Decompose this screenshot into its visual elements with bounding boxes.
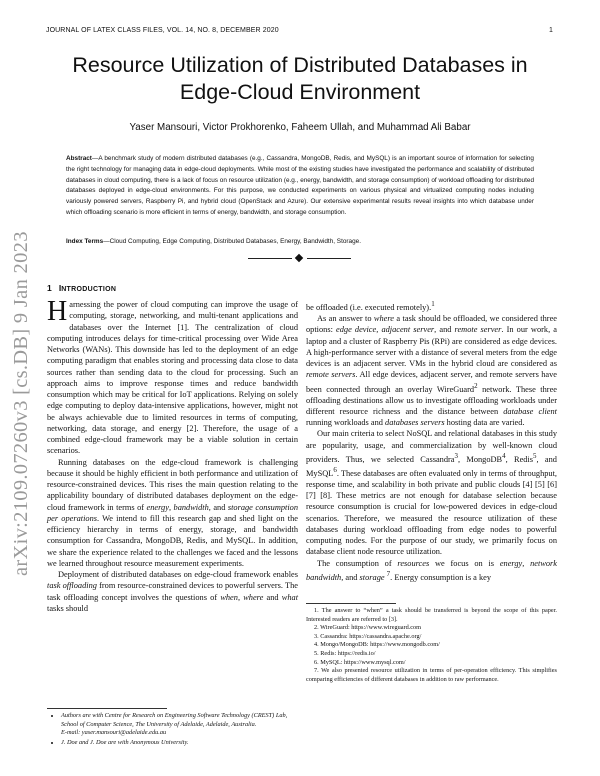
- index-terms-label: Index Terms: [66, 238, 104, 245]
- title-line-1: Resource Utilization of Distributed Databases in: [72, 53, 528, 77]
- paragraph: The consumption of resources we focus on is energy, network bandwidth, and storage $^7$. Energy consumption is a key: [306, 558, 558, 582]
- abstract-text: —A benchmark study of modern distributed databases (e.g., Cassandra, MongoDB, Redis, and MySQL) is an important source of information for selecting the right technology for managing data in edge-cloud deployments. While most of the existing studies have investigated the performance and scalability of distributed databases in cloud computing, there is a lack of focus on resource utilization (e.g., energy, bandwidth, and storage consumption) of workload offloading for distributed databases deployed in edge-cloud environments. For this purpose, we conducted experiments on various physical and virtualized computing nodes including variously powered servers, Raspberry Pi, and hybrid cloud (OpenStack and Azure). Our extensive experimental results reveal insights into which database under which offloading scenario is more efficient in terms of energy, bandwidth, and storage consumption.: [66, 155, 534, 216]
- footnote-ref[interactable]: 6: [333, 465, 337, 474]
- paragraph: be offloaded (i.e. executed remotely).$^1$: [306, 300, 435, 312]
- arxiv-identifier[interactable]: arXiv:2109.07260v3 [cs.DB] 9 Jan 2023: [10, 231, 32, 576]
- diamond-icon: [295, 254, 303, 262]
- abstract: [66, 154, 534, 219]
- paragraph: Harnessing the power of cloud computing can improve the usage of computing, storage, networking, and multi-tenant applications and databases over the Internet [1]. The centralization of cloud computing introduces delays for time-critical processing over Wide Area Networks (WANs). This downside has led to the deployment of an edge computing paradigm that enables storing and processing data close to data sources rather than sending data to the cloud for processing. Such an approach aims to improve response times and reduce bandwidth consumption which may be critical for IoT applications. Relying on solely edge computing to deploy data-intensive applications, however, might not be always achievable due to limited resources in terms of computing, networking, data storage, and energy [2]. Therefore, the usage of a combined edge-cloud framework may be a viable solution in certain scenarios.: [47, 296, 298, 456]
- drop-cap: H: [47, 296, 68, 327]
- paragraph: Our main criteria to select NoSQL and relational databases in this study are popularity, usage, and commercialization by well-known cloud providers. Thus, we selected Cassandra$^3$, MongoDB$^4$, Redis$^5$, and MySQL$^6$. These databases are often evaluated only in terms of throughput, response time, and scalability in both private and public clouds [4] [5] [6] [7] [8]. These metrics are not enough for database selection because resource consumption is crucial for low-powered devices in edge-cloud scenarios. Therefore, we measured the resource utilization of these databases during workload offloading from edge nodes to powerful computing nodes. For the purpose of our study, we primarily focus on database client node resource utilization.: [306, 429, 557, 557]
- section-title-initial: I: [58, 283, 62, 293]
- section-divider-right: [307, 258, 351, 259]
- footnote[interactable]: 3. Cassandra: https://cassandra.apache.org/: [314, 632, 422, 640]
- paragraph: Running databases on the edge-cloud framework is challenging because it should be highly efficient in both performance and utilization of resource-constrained devices. This rises the main question relating to the applicability boundary of distributed databases deployment on the edge-cloud framework in terms of energy, bandwidth, and storage consumption per operations. We intend to fill this research gap and shed light on the efficiency hierarchy in terms of energy, storage, and bandwidth consumption for Cassandra, MongoDB, Redis, and MySQL. In addition, we share the experience related to the challenges we faced and the lessons we learned throughout resource measurement experiments.: [47, 457, 299, 568]
- section-title-rest: NTRODUCTION: [61, 286, 117, 293]
- footnote: 1. The answer to “when” a task should be transferred is beyond the scope of this paper. Interested readers are referred to [3].: [306, 607, 557, 623]
- footnote-ref[interactable]: 4: [502, 451, 506, 460]
- right-column: [306, 299, 557, 583]
- footnote[interactable]: 6. MySQL: https://www.mysql.com/: [314, 658, 406, 666]
- footnote[interactable]: 2. WireGuard: https://www.wireguard.com: [314, 624, 422, 632]
- footnote-ref[interactable]: 3: [454, 451, 458, 460]
- affiliations: [47, 712, 298, 748]
- paragraph: Deployment of distributed databases on edge-cloud framework enables task offloading from resource-constrained devices to powerful servers. The task offloading concept involves the questions of when, where and what tasks should: [47, 570, 299, 613]
- index-terms-text: —Cloud Computing, Edge Computing, Distributed Databases, Energy, Bandwidth, Storage.: [103, 238, 361, 245]
- paragraph: As an answer to where a task should be offloaded, we considered three options: edge device, adjacent server, and remote server. In our work, a laptop and a cluster of Raspberry Pis (RPi) are considered as edge devices. A high-performance server with a distance of several meters from the edge devices is an adjacent server. VMs in the hybrid cloud are considered as remote servers. All edge devices, adjacent server, and remote servers have been connected through an overlay WireGuard$^2$ network. These three offloading destinations allow us to investigate offloading workloads under different resource richness and the distance between database client running workloads and databases servers hosting data are varied.: [306, 314, 558, 428]
- author-list: Yaser Mansouri, Victor Prokhorenko, Faheem Ullah, and Muhammad Ali Babar: [129, 122, 471, 133]
- left-column: [47, 296, 299, 614]
- author-email[interactable]: E-mail: yaser.mansouri@adelaide.edu.au: [61, 729, 167, 736]
- footnote: 7. We also presented resource utilization in terms of per-operation efficiency. This simplifies comparing efficiencies of different databases in addition to raw performance.: [306, 667, 557, 683]
- footnotes: [306, 607, 557, 684]
- abstract-label: Abstract: [66, 155, 92, 162]
- footnote-ref[interactable]: 2: [474, 381, 478, 390]
- title-line-2: Edge-Cloud Environment: [179, 80, 421, 104]
- section-heading: [47, 283, 116, 293]
- affiliation-item: • J. Doe and J. Doe are with Anonymous University.: [61, 739, 298, 748]
- footnote-ref[interactable]: 1: [431, 300, 435, 308]
- affiliation-item: • Authors are with Centre for Research on Engineering Software Technology (CREST) Lab, School of Computer Science, The University of Adelaide, Adelaide, Australia. E-mail: yaser.mansouri@adelaide.edu.au: [61, 712, 298, 738]
- section-divider-left: [248, 258, 292, 259]
- page-number: 1: [549, 27, 553, 34]
- affiliation-rule: [47, 708, 167, 709]
- footnote-ref[interactable]: 5: [533, 451, 537, 460]
- index-terms: [66, 237, 534, 247]
- paper-title: [40, 52, 560, 106]
- footnote-ref[interactable]: 7: [386, 569, 391, 578]
- footnote-rule: [306, 603, 396, 604]
- running-head: JOURNAL OF LATEX CLASS FILES, VOL. 14, NO. 8, DECEMBER 2020: [46, 27, 279, 34]
- footnote[interactable]: 4. Mongo/MongoDB: https://www.mongodb.com/: [314, 641, 440, 649]
- footnote[interactable]: 5. Redis: https://redis.io/: [314, 649, 376, 657]
- section-number: 1: [47, 283, 52, 293]
